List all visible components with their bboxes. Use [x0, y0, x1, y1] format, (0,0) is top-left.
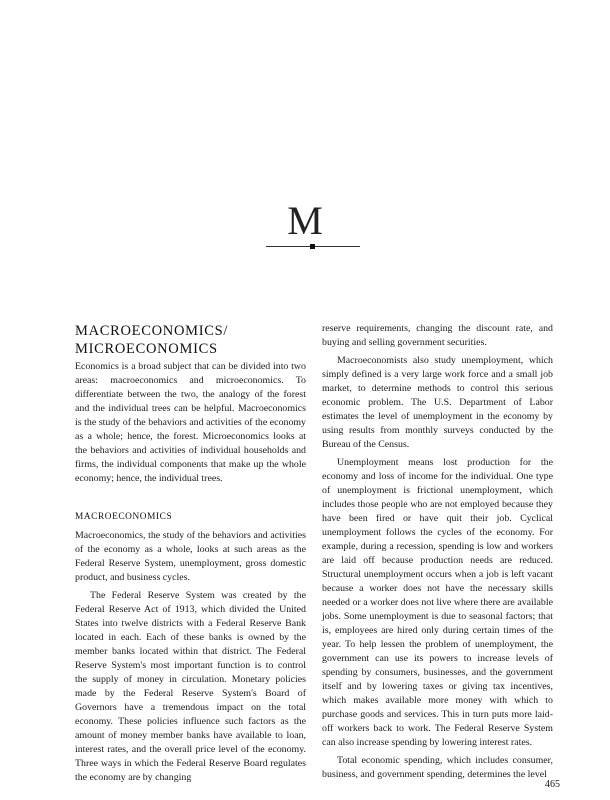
- left-column: [75, 322, 306, 789]
- paragraph-reserve-continued: reserve requirements, changing the discount rate, and buying and selling government securities.: [322, 323, 553, 348]
- entry-title: [75, 322, 306, 358]
- right-column: [322, 322, 553, 786]
- section-heading: MACROECONOMICS: [75, 512, 173, 522]
- paragraph-federal-reserve: The Federal Reserve System was created by the Federal Reserve Act of 1913, which divided the United States into twelve districts with a Federal Reserve Bank located in each. Each of these banks is owned by the member banks located within that district. The Federal Reserve System's most important function is to control the supply of money in circulation. Monetary policies made by the Federal Reserve System's Board of Governors have a tremendous impact on the total economy. These policies influence such factors as the amount of money member banks have available to loan, interest rates, and the overall price level of the economy. Three ways in which the Federal Reserve Board regulates the economy are by changing: [75, 590, 306, 783]
- page-number: 465: [545, 779, 560, 790]
- entry-title-line2: MICROECONOMICS: [75, 341, 218, 357]
- paragraph-unemployment-types: Unemployment means lost production for the economy and loss of income for the individual. One type of unemployment is frictional unemployment, which includes those people who are not employed because they have been fired or have quit their job. Cyclical unemployment follows the cycles of the economy. For example, during a recession, spending is low and workers are laid off because production needs are reduced. Structural unemployment occurs when a job is left vacant because a worker does not have the necessary skills needed or a worker does not live where there are available jobs. Some unemployment is due to seasonal factors; that is, employees are hired only during certain times of the year. To help lessen the problem of unemployment, the government can use its powers to increase levels of spending by consumers, businesses, and the government itself and by lowering taxes or giving tax incentives, which makes available more money with which to purchase goods and services. This in turn puts more laid-off workers back to work. The Federal Reserve System can also increase spending by lowering interest rates.: [322, 457, 553, 748]
- chapter-letter: M: [287, 198, 323, 243]
- paragraph-total-spending: Total economic spending, which includes consumer, business, and government spending, determines the level: [322, 755, 553, 780]
- paragraph-unemployment-study: Macroeconomists also study unemployment, which simply defined is a very large work force and a small job market, to determine methods to control this serious economic problem. The U.S. Department of Labor estimates the level of unemployment in the economy by using results from monthly surveys conducted by the Bureau of the Census.: [322, 355, 553, 450]
- intro-paragraph: Economics is a broad subject that can be divided into two areas: macroeconomics and microeconomics. To differentiate between the two, the analogy of the forest and the individual trees can be helpful. Macroeconomics is the study of the behaviors and activities of the economy as a whole; hence, the forest. Microeconomics looks at the behaviors and activities of individual households and firms, the individual components that make up the whole economy; hence, the individual trees.: [75, 361, 306, 484]
- paragraph-macro-definition: Macroeconomics, the study of the behaviors and activities of the economy as a whole, looks at such areas as the Federal Reserve System, unemployment, gross domestic product, and business cycles.: [75, 530, 306, 583]
- entry-title-line1: MACROECONOMICS/: [75, 323, 229, 339]
- divider-ornament: [310, 244, 315, 249]
